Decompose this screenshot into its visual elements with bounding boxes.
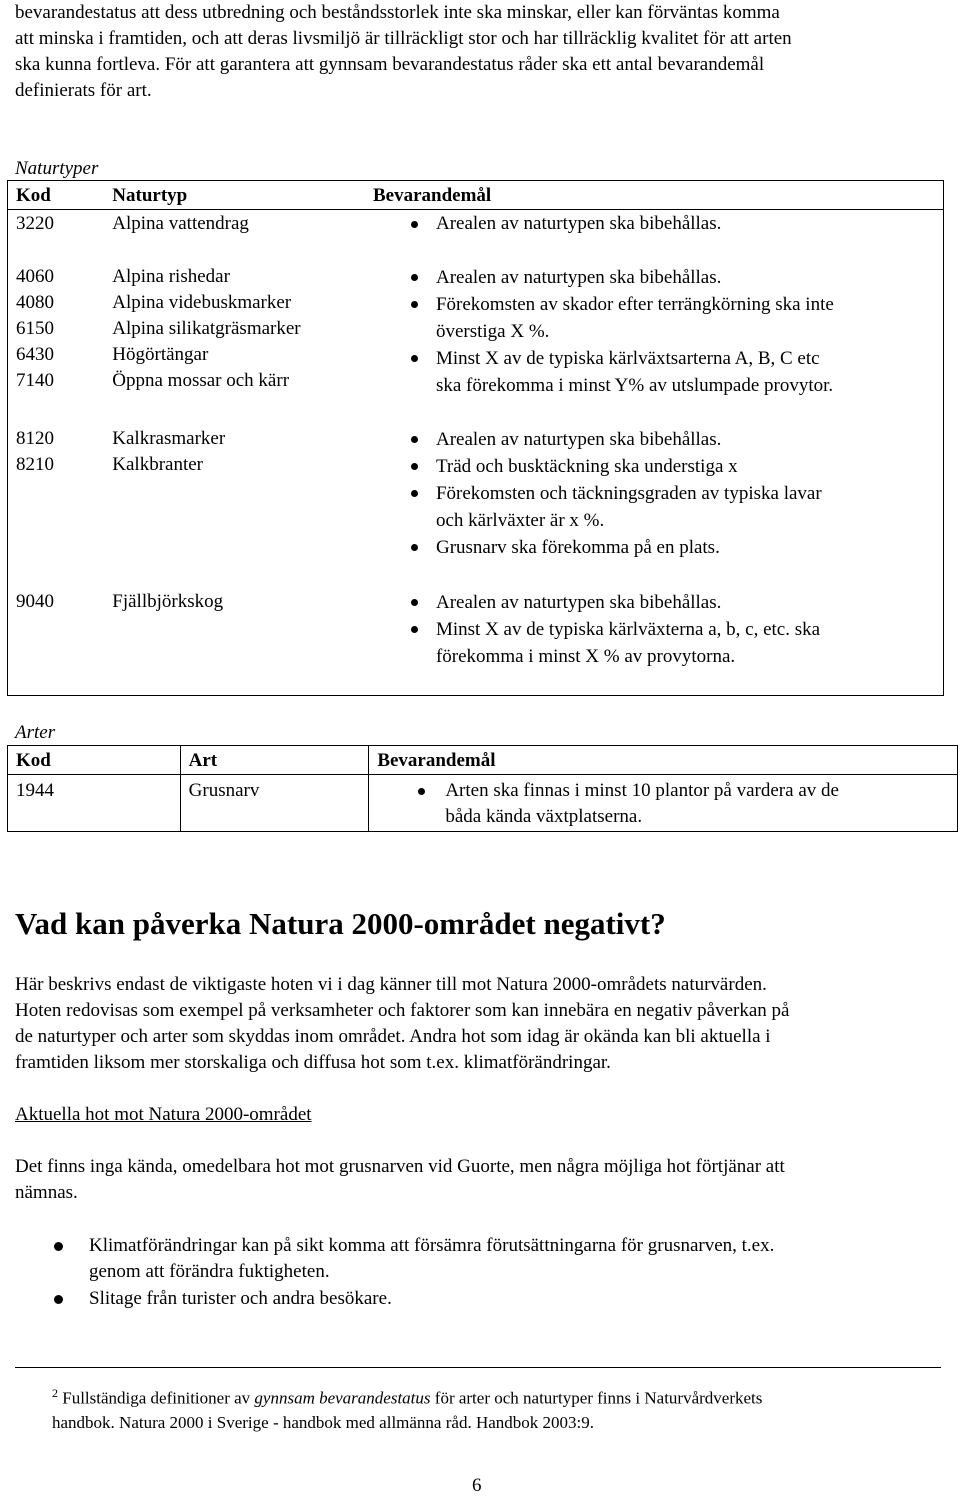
goal-cell (365, 261, 944, 425)
threat-bullet-list (89, 1233, 774, 1312)
goal-bullet: Arealen av naturtypen ska bibehållas. (436, 211, 943, 237)
intro-paragraph (15, 0, 945, 104)
table-row (8, 425, 944, 588)
goal-bullet: Arten ska finnas i minst 10 plantor på vardera av de båda kända växtplatserna. (445, 778, 957, 830)
footnote-number: 2 (52, 1386, 58, 1400)
naturtyp-cell: Alpina rishedar Alpina videbuskmarker Alpina silikatgräsmarker Högörtängar Öppna mossar och kärr (112, 266, 301, 391)
goal-bullet: Arealen av naturtypen ska bibehållas. (436, 426, 943, 453)
bullet-icon (54, 1242, 63, 1251)
list-item: Slitage från turister och andra besökare. (89, 1286, 774, 1312)
header-bevarandemal: Bevarandemål (369, 746, 958, 775)
naturtyp-cell: Fjällbjörkskog (112, 591, 224, 612)
text-line: Det finns inga kända, omedelbara hot mot grusnarven vid Guorte, men några möjliga hot förtjänar att (15, 1156, 785, 1177)
header-bevarandemal: Bevarandemål (372, 185, 492, 206)
code-cell: 1944 (8, 775, 181, 832)
text-line: framtiden liksom mer storskaliga och diffusa hot som t.ex. klimatförändringar. (15, 1052, 611, 1073)
header-art: Art (180, 746, 369, 775)
section-heading: Vad kan påverka Natura 2000-området negativt? (15, 906, 666, 941)
table-row (8, 210, 944, 262)
naturtyper-table (7, 180, 944, 696)
table-header-row (8, 181, 944, 210)
text-line: Hoten redovisas som exempel på verksamheter och faktorer som kan innebära en negativ påverkan på (15, 1000, 790, 1021)
goal-cell (369, 775, 958, 832)
text-line: definierats för art. (15, 80, 152, 101)
header-kod: Kod (8, 746, 181, 775)
goal-cell (365, 210, 944, 262)
text-line: Här beskrivs endast de viktigaste hoten vi i dag känner till mot Natura 2000-områdets naturvärden. (15, 974, 767, 995)
goal-cell (365, 588, 944, 696)
list-item: Klimatförändringar kan på sikt komma att försämra förutsättningarna för grusnarven, t.ex. genom att förändra fuktigheten. (89, 1233, 774, 1285)
goal-bullet: Förekomsten av skador efter terrängkörning ska inte överstiga X %. (436, 291, 943, 345)
arter-table (7, 745, 958, 832)
code-cell: 9040 (16, 591, 54, 612)
goal-bullet: Förekomsten och täckningsgraden av typiska lavar och kärlväxter är x %. (436, 480, 943, 534)
text-line: att minska i framtiden, och att deras livsmiljö är tillräckligt stor och har tillräcklig kvalitet för att arten (15, 28, 792, 49)
bullet-icon (54, 1295, 63, 1304)
text-line: ska kunna fortleva. För att garantera att gynnsam bevarandestatus råder ska ett antal bevarandemål (15, 54, 765, 75)
naturtyp-cell: Alpina vattendrag (112, 213, 249, 234)
text-line: de naturtyper och arter som skyddas inom området. Andra hot som idag är okända kan bli aktuella i (15, 1026, 771, 1047)
arter-caption: Arter (15, 722, 56, 743)
goal-bullet: Minst X av de typiska kärlväxtsarterna A, B, C etc ska förekomma i minst Y% av utslumpade provytor. (436, 345, 943, 399)
naturtyper-caption: Naturtyper (15, 158, 99, 179)
table-header-row (8, 746, 958, 775)
footnote-divider (15, 1367, 941, 1368)
goal-bullet: Grusnarv ska förekomma på en plats. (436, 534, 943, 561)
page-number: 6 (472, 1475, 482, 1496)
naturtyp-cell: Kalkrasmarker Kalkbranter (112, 428, 226, 475)
code-cell: 4060 4080 6150 6430 7140 (16, 266, 54, 391)
subheading: Aktuella hot mot Natura 2000-området (15, 1104, 312, 1125)
header-naturtyp: Naturtyp (112, 185, 188, 206)
threats-intro-paragraph (15, 972, 945, 1076)
header-kod: Kod (16, 185, 51, 206)
code-cell: 8120 8210 (16, 428, 54, 475)
table-row (8, 261, 944, 425)
goal-bullet: Minst X av de typiska kärlväxterna a, b, c, etc. ska förekomma i minst X % av provytorna. (436, 616, 943, 670)
current-threats-paragraph (15, 1154, 945, 1206)
code-cell: 3220 (16, 213, 54, 234)
art-cell: Grusnarv (180, 775, 369, 832)
text-line: nämnas. (15, 1182, 78, 1203)
goal-bullet: Arealen av naturtypen ska bibehållas. (436, 589, 943, 616)
goal-cell (365, 425, 944, 588)
table-row (8, 775, 958, 832)
footnote: $^2$ Fullständiga definitioner av gynnsam bevarandestatus för arter och naturtyper finns i Naturvårdverkets handbok. Natura 2000 i Sverige - handbok med allmänna råd. Handbok 2003:9. (52, 1386, 763, 1432)
goal-bullet: Träd och busktäckning ska understiga x (436, 453, 943, 480)
text-line: bevarandestatus att dess utbredning och beståndsstorlek inte ska minskar, eller kan förväntas komma (15, 2, 780, 23)
table-row (8, 588, 944, 696)
goal-bullet: Arealen av naturtypen ska bibehållas. (436, 264, 943, 291)
